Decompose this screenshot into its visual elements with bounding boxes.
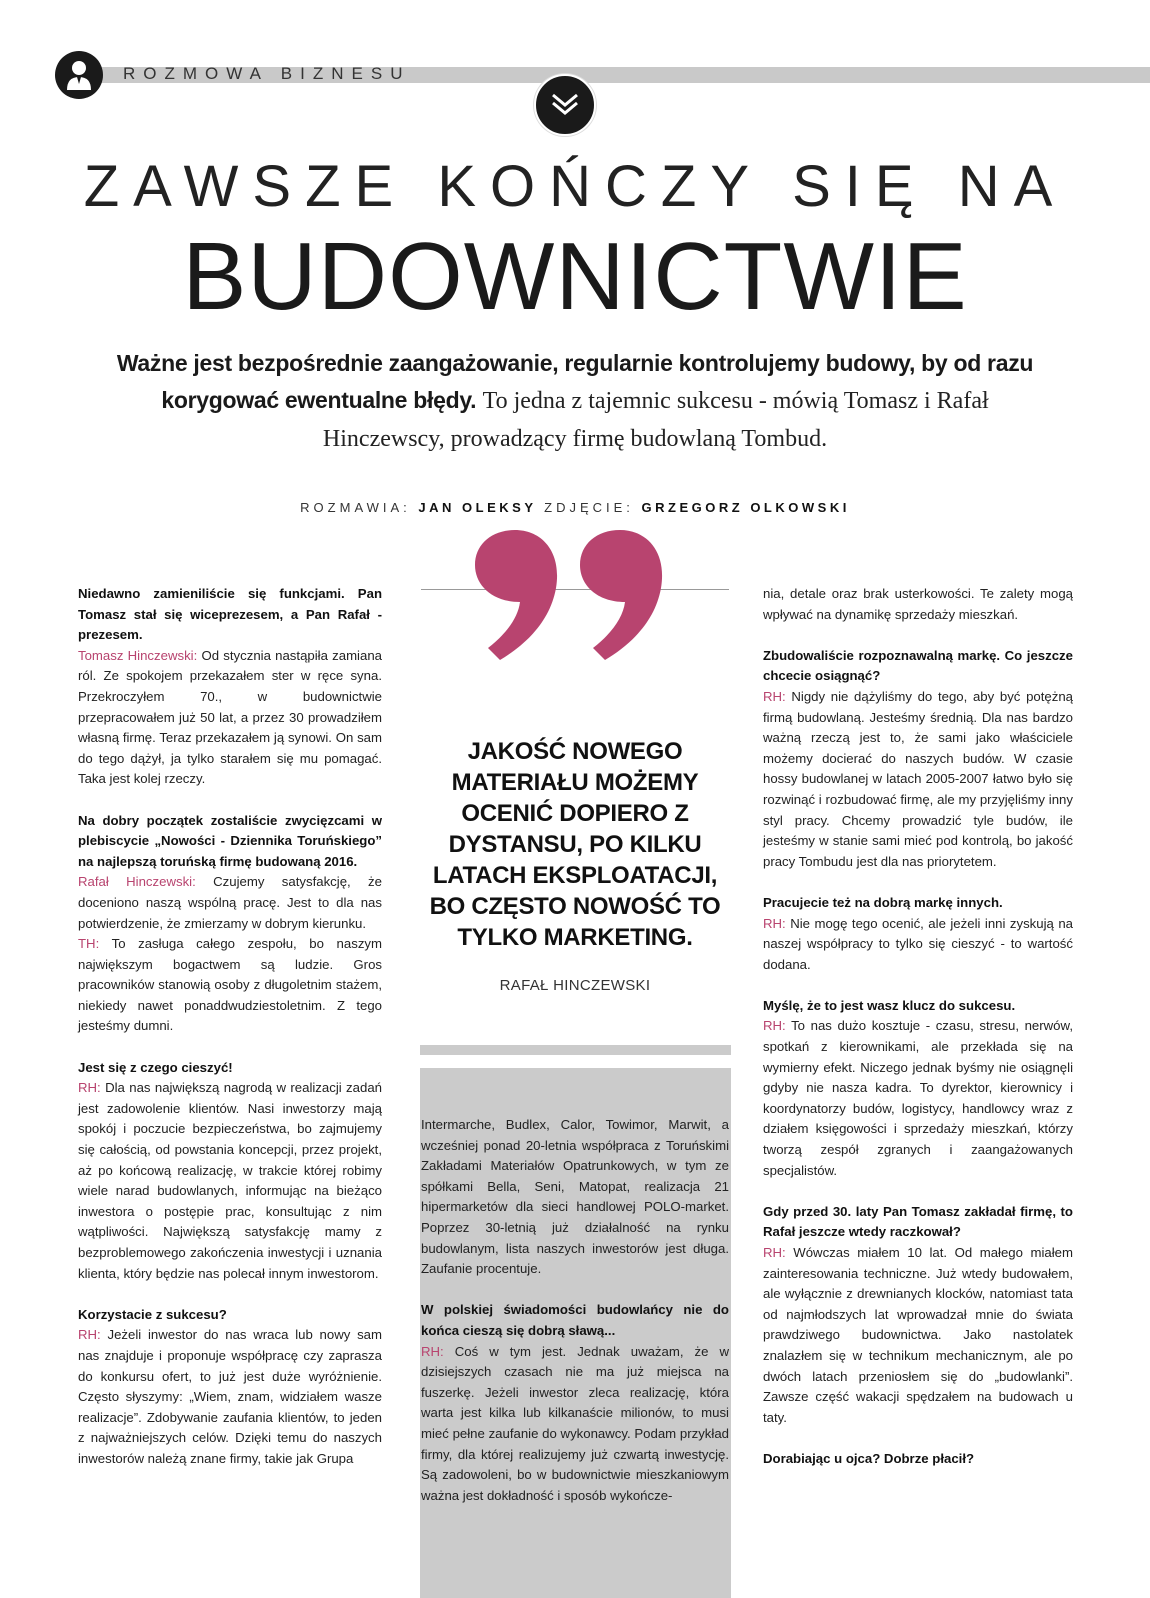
speaker: Tomasz Hinczewski:	[78, 647, 198, 663]
answer: Dla nas największą nagrodą w realizacji zadań jest zadowolenie klientów. Nasi inwestorzy mają spokój i poczucie bezpieczeństwa, bo zajmujemy się całością, od powstania koncepcji, przez projekt, aż po końcową realizację, w trakcie której robimy wiele narad budowlanych, informując na bieżąco inwestora o postępie prac, konsultując z nim wątpliwości. Największą satysfakcję mamy z bezproblemowego zakończenia inwestycji i uznania klienta, który będzie nas polecał innym inwestorom.	[78, 1080, 382, 1281]
question: Gdy przed 30. laty Pan Tomasz zakładał firmę, to Rafał jeszcze wtedy raczkował?	[763, 1203, 1073, 1240]
answer: To nas dużo kosztuje - czasu, stresu, nerwów, spotkań z kierownikami, ale przekłada się na wymierny efekt. Niczego jednak byśmy nie osiągnęli gdyby nie nasza kadra. To dyrektor, kierownicy i koordynatorzy budów, logistycy, handlowcy wraz z działem księgowości i sprzedaży mieszkań, którzy tworzą zespół zgranych i zaangażowanych specjalistów.	[763, 1018, 1073, 1178]
speaker: TH:	[78, 936, 100, 952]
answer: nia, detale oraz brak usterkowości. Te zalety mogą wpływać na dynamikę sprzedaży mieszkań.	[763, 586, 1073, 622]
speaker: RH:	[78, 1080, 101, 1096]
section-label: ROZMOWA BIZNESU	[123, 64, 411, 83]
qa-block	[78, 1305, 382, 1470]
photo-label: ZDJĘCIE:	[544, 500, 634, 515]
byline	[0, 500, 1150, 515]
question: Jest się z czego cieszyć!	[78, 1059, 233, 1075]
lead-bold: Ważne jest bezpośrednie zaangażowanie, regularnie kontrolujemy budowy, by od razu korygować ewentualne błędy.	[116, 350, 1034, 413]
qa-block	[78, 811, 382, 1038]
question: Myślę, że to jest wasz klucz do sukcesu.	[763, 997, 1016, 1013]
answer: Jeżeli inwestor do nas wraca lub nowy sam nas znajduje i proponuje współpracę czy zaprasza do konkursu ofert, to już jest duże wyróżnienie. Często słyszymy: „Wiem, znam, widziałem wasze realizacje”. Zdobywanie zaufania klientów, to jeden z najważniejszych celów. Dzięki temu do naszych inwestorów należą znane firmy, takie jak Grupa	[78, 1327, 383, 1466]
grey-divider	[420, 1045, 731, 1055]
qa-block	[421, 1115, 729, 1280]
double-chevron-down-icon[interactable]	[534, 74, 596, 136]
qa-block	[763, 584, 1073, 625]
question: Korzystacie z sukcesu?	[78, 1306, 227, 1322]
question: Zbudowaliście rozpoznawalną markę. Co jeszcze chcecie osiągnąć?	[763, 647, 1073, 684]
speaker: RH:	[763, 915, 786, 931]
qa-block	[763, 1202, 1073, 1429]
left-column	[78, 584, 382, 1490]
question: W polskiej świadomości budowlańcy nie do końca cieszą się dobrą sławą...	[421, 1302, 729, 1338]
answer: Od stycznia nastąpiła zamiana ról. Ze spokojem przekazałem ster w ręce syna. Przekroczyłem 70., w budownictwie przepracowałem już 50 lat, a przez 30 prowadziłem własną firmę. Teraz przekazałem ją synowi. On sam do tego dążył, ja tylko starałem się mu pomagać. Taka jest kolej rzeczy.	[78, 647, 382, 787]
question: Dorabiając u ojca? Dobrze płacił?	[763, 1450, 975, 1466]
photographer-name: GRZEGORZ OLKOWSKI	[641, 500, 850, 515]
question: Pracujecie też na dobrą markę innych.	[763, 894, 1003, 910]
interviewer-label: ROZMAWIA:	[300, 500, 411, 515]
answer: Intermarche, Budlex, Calor, Towimor, Marwit, a wcześniej ponad 20-letnia współpraca z Toruńskimi Zakładami Materiałów Opatrunkowych, w tym ze spółkami Bella, Seni, Matopat, realizacja 21 hipermarketów dla sieci handlowej POLO-market. Poprzez 30-letnią już działalność na rynku budowlanym, lista naszych inwestorów jest długa. Zaufanie procentuje.	[421, 1117, 729, 1277]
answer: Czujemy satysfakcję, że doceniono naszą wspólną pracę. Jest to dla nas potwierdzenie, że zmierzamy w dobrym kierunku.	[78, 874, 382, 931]
speaker: RH:	[763, 688, 786, 704]
quote-marks-icon	[470, 530, 670, 665]
qa-block	[763, 996, 1073, 1181]
qa-block	[78, 584, 382, 790]
speaker: RH:	[763, 1245, 786, 1260]
answer: Nie mogę tego ocenić, ale jeżeli inni zyskują na naszej współpracy to tylko się cieszyć - to wartość dodana.	[763, 915, 1074, 972]
qa-block	[763, 893, 1073, 975]
answer: To zasługa całego zespołu, bo naszym największym bogactwem są ludzie. Gros pracowników stanowią osoby z długoletnim stażem, niekiedy nawet ponaddwudziestoletnim. Z tego jesteśmy dumni.	[78, 936, 382, 1034]
pull-quote: JAKOŚĆ NOWEGO MATERIAŁU MOŻEMY OCENIĆ DOPIERO Z DYSTANSU, PO KILKU LATACH EKSPLOATACJI, BO CZĘSTO NOWOŚĆ TO TYLKO MARKETING.	[429, 738, 721, 951]
interviewer-name: JAN OLEKSY	[418, 500, 537, 515]
speaker: Rafał Hinczewski:	[78, 874, 196, 890]
qa-block	[78, 1058, 382, 1285]
answer: Wówczas miałem 10 lat. Od małego miałem zainteresowania techniczne. Już wtedy budowałem, ale wyłącznie z drewnianych klocków, natomiast tata od najmłodszych lat wprowadzał mnie do świata prawdziwego budownictwa. Jako nastolatek znalazłem się w technikum mechanicznym, ale po dwóch latach przeniosłem się do „budowlanki”. Zawsze część wakacji spędzałem na budowach u taty.	[763, 1245, 1073, 1425]
answer: Coś w tym jest. Jednak uważam, że w dzisiejszych czasach nie ma już miejsca na fuszerkę. Jeżeli inwestor zleca realizację, która warta jest kilka lub kilkanaście milionów, to musi mieć pełne zaufanie do wykonawcy. Podam przykład firmy, dla której realizujemy już czwartą inwestycję. Są zadowoleni, bo w budownictwie mieszkaniowym ważna jest dokładność i sposób wykończe-	[421, 1343, 729, 1503]
question: Na dobry początek zostaliście zwycięzcami w plebiscycie „Nowości - Dziennika Toruńskiego” na najlepszą toruńską firmę budowaną 2016.	[78, 812, 382, 869]
title-kicker: ZAWSZE KOŃCZY SIĘ NA	[83, 154, 1067, 219]
middle-column	[421, 1115, 729, 1527]
speaker: RH:	[421, 1343, 444, 1359]
user-icon	[55, 51, 103, 99]
pull-quote-author: RAFAŁ HINCZEWSKI	[499, 977, 651, 994]
right-column	[763, 584, 1073, 1490]
lead-paragraph	[110, 345, 1040, 458]
lead-regular: To jedna z tajemnic sukcesu - mówią Tomasz i Rafał Hinczewscy, prowadzący firmę budowlaną Tombud.	[322, 388, 989, 452]
question: Niedawno zamieniliście się funkcjami. Pan Tomasz stał się wiceprezesem, a Pan Rafał - prezesem.	[78, 586, 382, 643]
qa-block	[763, 1449, 1073, 1470]
answer: Nigdy nie dążyliśmy do tego, aby być potężną firmą budowlaną. Jesteśmy średnią. Dla nas bardzo ważną rzeczą jest to, że sami jako właściciele możemy docierać do naszych budów. W czasie hossy budowlanej w latach 2005-2007 łatwo było się rozwinąć i rozbudować firmę, ale my przyjęliśmy inny styl pracy. Chcemy prowadzić tyle budów, ile jesteśmy w stanie sami mieć pod kontrolą, bo jakość pracy Tombudu jest dla nas priorytetem.	[763, 688, 1073, 869]
qa-block	[421, 1300, 729, 1506]
page-title: BUDOWNICTWIE	[182, 223, 968, 330]
speaker: RH:	[763, 1018, 786, 1034]
qa-block	[763, 646, 1073, 873]
speaker: RH:	[78, 1327, 101, 1343]
